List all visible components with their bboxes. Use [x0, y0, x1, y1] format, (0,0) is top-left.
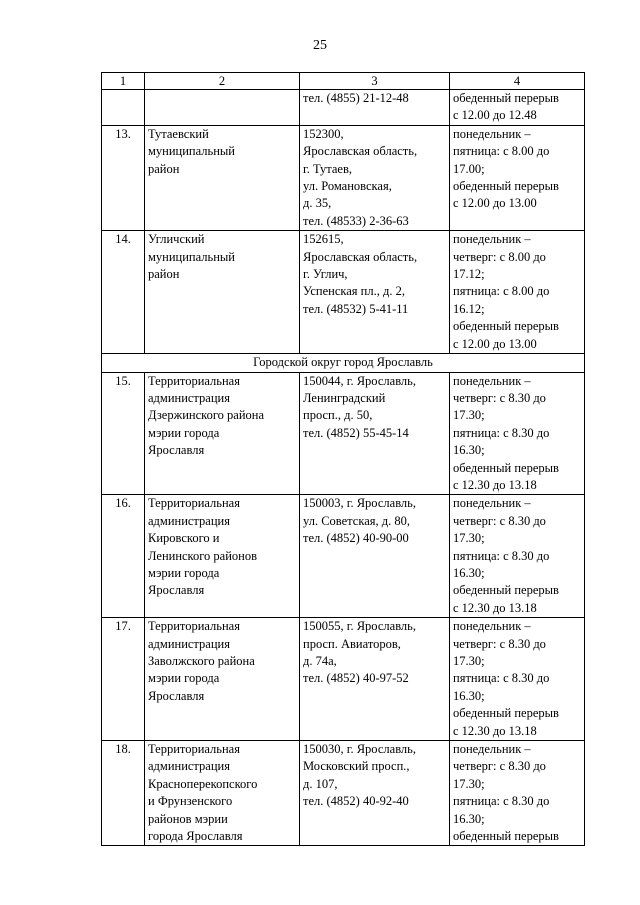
- schedule-line: 16.30;: [453, 443, 485, 458]
- address-line: Ярославская область,: [303, 249, 418, 264]
- org-name-line: Территориальная: [148, 373, 240, 388]
- table-body: [102, 90, 585, 846]
- org-name-line: и Фрунзенского: [148, 794, 233, 809]
- row-number: 13.: [102, 125, 145, 230]
- schedule-line: 16.30;: [453, 811, 485, 826]
- schedule-line: 16.12;: [453, 301, 485, 316]
- schedule-line: обеденный перерыв: [453, 829, 559, 844]
- org-name-line: Территориальная: [148, 619, 240, 634]
- schedule-line: пятница: с 8.30 до: [453, 548, 550, 563]
- org-name-line: Ярославля: [148, 688, 205, 703]
- org-name-line: Заволжского района: [148, 654, 255, 668]
- schedule-line: четверг: с 8.30 до: [453, 513, 546, 528]
- org-name-line: муниципальный: [148, 249, 235, 264]
- schedule-line: с 12.00 до 13.00: [453, 196, 537, 211]
- address-line: д. 74а,: [303, 654, 337, 668]
- org-name-cell: [145, 125, 300, 230]
- section-row: [102, 354, 585, 372]
- schedule-line: обеденный перерыв: [453, 91, 559, 105]
- row-number: 15.: [102, 372, 145, 495]
- org-name-line: Ярославля: [148, 443, 205, 458]
- address-line: Московский просп.,: [303, 759, 410, 774]
- org-name-line: Дзержинского района: [148, 408, 264, 423]
- address-cell: [300, 90, 450, 126]
- table-row: [102, 495, 585, 618]
- org-name-cell: [145, 741, 300, 846]
- address-line: г. Углич,: [303, 267, 348, 282]
- schedule-cell: [450, 231, 585, 354]
- page-number: 25: [313, 38, 327, 53]
- address-cell: [300, 231, 450, 354]
- table-row: [102, 125, 585, 230]
- schedule-line: понедельник –: [453, 742, 531, 757]
- org-name-line: районов мэрии: [148, 811, 228, 826]
- schedule-line: с 12.30 до 13.18: [453, 723, 537, 738]
- schedule-line: обеденный перерыв: [453, 706, 559, 721]
- address-cell: [300, 372, 450, 495]
- schedule-line: 17.00;: [453, 161, 485, 176]
- header-col-4: 4: [450, 73, 585, 90]
- section-title: Городской округ город Ярославль: [102, 354, 585, 372]
- address-line: 150044, г. Ярославль,: [303, 373, 417, 388]
- address-cell: [300, 741, 450, 846]
- header-row: [102, 73, 585, 90]
- address-line: д. 107,: [303, 776, 338, 791]
- address-cell: [300, 495, 450, 618]
- schedule-line: 17.30;: [453, 776, 485, 791]
- address-line: просп., д. 50,: [303, 408, 373, 423]
- org-name-line: Красноперекопского: [148, 776, 258, 791]
- schedule-line: обеденный перерыв: [453, 583, 559, 598]
- org-name-cell: [145, 231, 300, 354]
- schedule-line: с 12.00 до 12.48: [453, 108, 537, 123]
- schedule-line: обеденный перерыв: [453, 460, 559, 475]
- table-row: [102, 741, 585, 846]
- schedule-line: с 12.00 до 13.00: [453, 336, 537, 351]
- schedule-line: четверг: с 8.00 до: [453, 249, 546, 264]
- address-line: Ленинградский: [303, 390, 386, 405]
- schedule-line: 16.30;: [453, 688, 485, 703]
- address-line: 150030, г. Ярославль,: [303, 742, 417, 757]
- row-number: 14.: [102, 231, 145, 354]
- org-name-line: Территориальная: [148, 496, 240, 511]
- schedule-line: четверг: с 8.30 до: [453, 759, 546, 774]
- org-name-line: мэрии города: [148, 565, 220, 580]
- org-name-line: муниципальный: [148, 144, 235, 159]
- org-name-line: мэрии города: [148, 671, 220, 686]
- org-name-line: Тутаевский: [148, 126, 209, 141]
- schedule-line: четверг: с 8.30 до: [453, 390, 546, 405]
- row-number: 18.: [102, 741, 145, 846]
- address-cell: [300, 125, 450, 230]
- address-line: тел. (4852) 40-97-52: [303, 671, 409, 686]
- org-name-line: мэрии города: [148, 425, 220, 440]
- address-line: Успенская пл., д. 2,: [303, 284, 405, 299]
- address-line: 152615,: [303, 232, 344, 247]
- address-line: тел. (4852) 40-92-40: [303, 794, 409, 809]
- address-cell: [300, 618, 450, 741]
- address-line: просп. Авиаторов,: [303, 636, 401, 651]
- schedule-cell: [450, 495, 585, 618]
- offices-table: [101, 72, 585, 846]
- org-name-line: Ярославля: [148, 583, 205, 598]
- schedule-line: понедельник –: [453, 232, 531, 247]
- row-number: [102, 90, 145, 126]
- org-name-line: район: [148, 267, 180, 282]
- org-name-line: администрация: [148, 390, 230, 405]
- schedule-line: четверг: с 8.30 до: [453, 636, 546, 651]
- address-line: ул. Романовская,: [303, 179, 392, 194]
- schedule-line: пятница: с 8.00 до: [453, 284, 550, 299]
- row-number: 16.: [102, 495, 145, 618]
- schedule-cell: [450, 741, 585, 846]
- address-line: тел. (4852) 55-45-14: [303, 425, 409, 440]
- schedule-line: 17.30;: [453, 654, 485, 668]
- address-line: тел. (48532) 5-41-11: [303, 301, 409, 316]
- schedule-line: пятница: с 8.30 до: [453, 425, 550, 440]
- table-row: [102, 372, 585, 495]
- org-name-line: администрация: [148, 636, 230, 651]
- header-col-3: 3: [300, 73, 450, 90]
- org-name-line: администрация: [148, 513, 230, 528]
- schedule-line: понедельник –: [453, 619, 531, 634]
- schedule-line: 17.30;: [453, 531, 485, 546]
- schedule-cell: [450, 372, 585, 495]
- header-col-2: 2: [145, 73, 300, 90]
- schedule-line: 16.30;: [453, 565, 485, 580]
- schedule-line: понедельник –: [453, 496, 531, 511]
- address-line: 150055, г. Ярославль,: [303, 619, 417, 634]
- table-row: [102, 618, 585, 741]
- schedule-line: пятница: с 8.30 до: [453, 671, 550, 686]
- schedule-line: 17.12;: [453, 267, 485, 282]
- address-line: 152300,: [303, 126, 344, 141]
- schedule-line: понедельник –: [453, 126, 531, 141]
- org-name-line: Кировского и: [148, 531, 220, 546]
- schedule-cell: [450, 618, 585, 741]
- org-name-cell: [145, 372, 300, 495]
- schedule-line: 17.30;: [453, 408, 485, 423]
- org-name-line: города Ярославля: [148, 829, 243, 844]
- schedule-cell: [450, 90, 585, 126]
- org-name-line: район: [148, 161, 180, 176]
- schedule-line: обеденный перерыв: [453, 319, 559, 334]
- org-name-cell: [145, 90, 300, 126]
- schedule-line: обеденный перерыв: [453, 179, 559, 194]
- header-col-1: 1: [102, 73, 145, 90]
- org-name-cell: [145, 495, 300, 618]
- address-line: г. Тутаев,: [303, 161, 352, 176]
- address-line: тел. (4852) 40-90-00: [303, 531, 409, 546]
- schedule-cell: [450, 125, 585, 230]
- org-name-line: Ленинского районов: [148, 548, 258, 563]
- org-name-line: администрация: [148, 759, 230, 774]
- address-line: тел. (4855) 21-12-48: [303, 91, 409, 105]
- address-line: Ярославская область,: [303, 144, 418, 159]
- address-line: д. 35,: [303, 196, 332, 211]
- table-header: [102, 73, 585, 90]
- address-line: 150003, г. Ярославль,: [303, 496, 417, 511]
- table-row: [102, 90, 585, 126]
- schedule-line: с 12.30 до 13.18: [453, 600, 537, 615]
- org-name-line: Угличский: [148, 232, 205, 247]
- schedule-line: пятница: с 8.00 до: [453, 144, 550, 159]
- row-number: 17.: [102, 618, 145, 741]
- schedule-line: пятница: с 8.30 до: [453, 794, 550, 809]
- org-name-cell: [145, 618, 300, 741]
- schedule-line: понедельник –: [453, 373, 531, 388]
- address-line: тел. (48533) 2-36-63: [303, 213, 409, 228]
- org-name-line: Территориальная: [148, 742, 240, 757]
- schedule-line: с 12.30 до 13.18: [453, 477, 537, 492]
- table-row: [102, 231, 585, 354]
- address-line: ул. Советская, д. 80,: [303, 513, 410, 528]
